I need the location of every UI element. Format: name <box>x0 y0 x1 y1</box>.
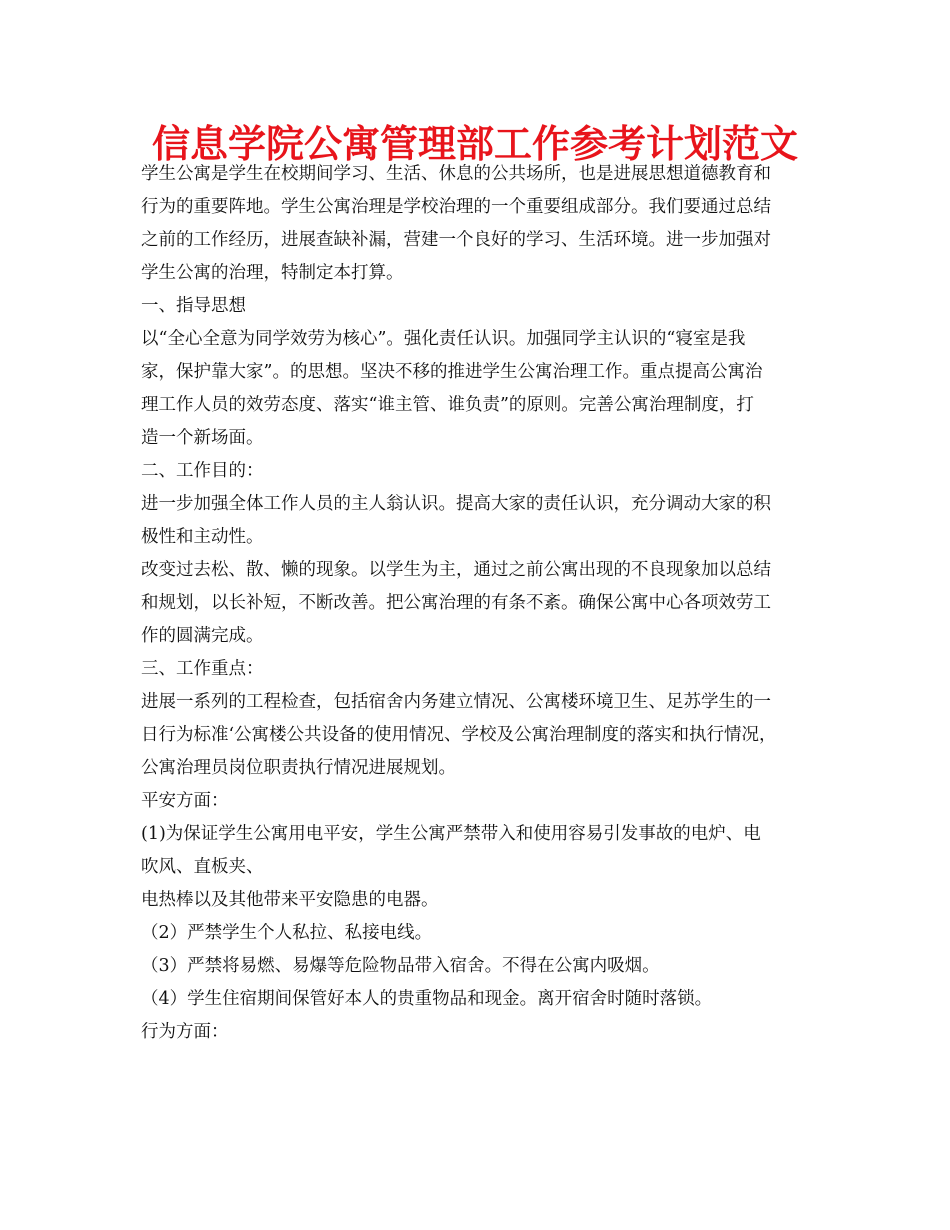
body-line: 改变过去松、散、懒的现象。以学生为主，通过之前公寓出现的不良现象加以总结 <box>141 560 771 580</box>
body-line: 理工作人员的效劳态度、落实“谁主管、谁负责”的原则。完善公寓治理制度，打 <box>141 395 754 415</box>
list-item: （4）学生住宿期间保管好本人的贵重物品和现金。离开宿舍时随时落锁。 <box>141 989 713 1009</box>
section-heading: 三、工作重点： <box>141 659 264 679</box>
body-line: 公寓治理员岗位职责执行情况进展规划。 <box>141 758 456 778</box>
list-item: （2）严禁学生个人私拉、私接电线。 <box>141 923 433 943</box>
body-line: 学生公寓是学生在校期间学习、生活、休息的公共场所，也是进展思想道德教育和 <box>141 164 771 184</box>
list-item: (1)为保证学生公寓用电平安，学生公寓严禁带入和使用容易引发事故的电炉、电 <box>141 824 761 844</box>
subsection-heading: 行为方面： <box>141 1022 229 1042</box>
list-item: （3）严禁将易燃、易爆等危险物品带入宿舍。不得在公寓内吸烟。 <box>141 956 660 976</box>
list-item: 电热棒以及其他带来平安隐患的电器。 <box>141 890 439 910</box>
subsection-heading: 平安方面： <box>141 791 229 811</box>
body-line: 行为的重要阵地。学生公寓治理是学校治理的一个重要组成部分。我们要通过总结 <box>141 197 771 217</box>
section-heading: 一、指导思想 <box>141 296 246 316</box>
body-line: 以“全心全意为同学效劳为核心”。强化责任认识。加强同学主认识的“寝室是我 <box>141 329 746 349</box>
body-line: 家，保护靠大家”。的思想。坚决不移的推进学生公寓治理工作。重点提高公寓治 <box>141 362 763 382</box>
body-line: 之前的工作经历，进展查缺补漏，营建一个良好的学习、生活环境。进一步加强对 <box>141 230 771 250</box>
body-line: 造一个新场面。 <box>141 428 264 448</box>
document-body <box>141 158 831 1049</box>
body-line: 极性和主动性。 <box>141 527 264 547</box>
body-line: 作的圆满完成。 <box>141 626 264 646</box>
body-line: 进展一系列的工程检查，包括宿舍内务建立情况、公寓楼环境卫生、足苏学生的一 <box>141 692 771 712</box>
document-title: 信息学院公寓管理部工作参考计划范文 <box>151 122 798 166</box>
section-heading: 二、工作目的： <box>141 461 264 481</box>
body-line: 日行为标准‘公寓楼公共设备的使用情况、学校及公寓治理制度的落实和执行情况， <box>141 725 777 745</box>
body-line: 学生公寓的治理，特制定本打算。 <box>141 263 404 283</box>
body-line: 和规划，以长补短，不断改善。把公寓治理的有条不紊。确保公寓中心各项效劳工 <box>141 593 771 613</box>
body-line: 进一步加强全体工作人员的主人翁认识。提高大家的责任认识，充分调动大家的积 <box>141 494 771 514</box>
list-item: 吹风、直板夹、 <box>141 857 264 877</box>
